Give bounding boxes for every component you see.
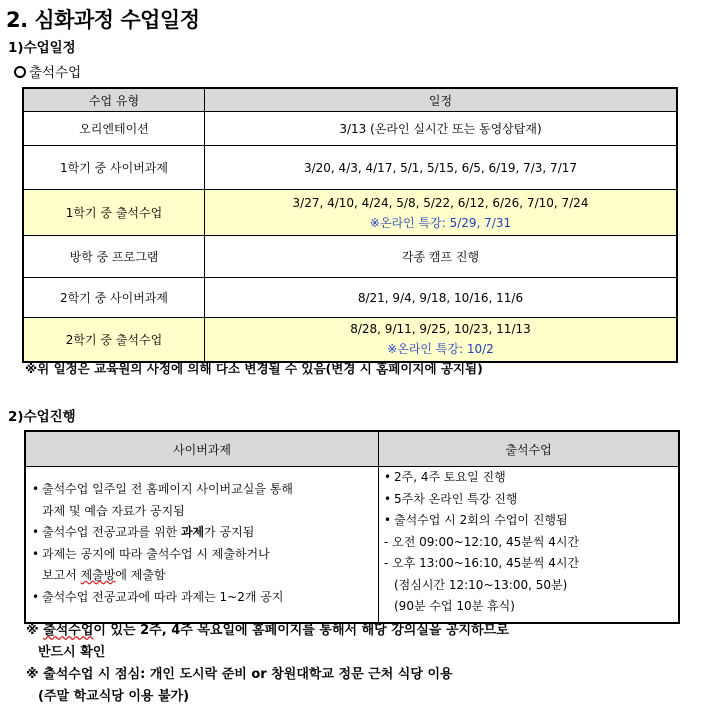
circle-outline-icon xyxy=(14,66,26,78)
list-item: • 2주, 4주 토요일 진행 xyxy=(384,470,506,484)
row-type: 2학기 중 사이버과제 xyxy=(23,278,205,318)
schedule-footnote: ※위 일정은 교육원의 사정에 의해 다소 변경될 수 있음(변경 시 홈페이지에 공지됨) xyxy=(25,361,483,376)
table-row xyxy=(23,278,677,318)
table-row xyxy=(23,146,677,190)
row-type: 오리엔테이션 xyxy=(23,112,205,146)
row-type: 방학 중 프로그램 xyxy=(23,236,205,278)
attend-list xyxy=(379,467,678,618)
note-lunch: ※ 출석수업 시 점심: 개인 도시락 준비 or 창원대학교 정문 근처 식당 이용 xyxy=(26,667,453,682)
cyber-cell xyxy=(25,467,379,623)
row-type: 1학기 중 출석수업 xyxy=(23,190,205,236)
row-schedule: 3/27, 4/10, 4/24, 5/8, 5/22, 6/12, 6/26, 7/10, 7/24 xyxy=(292,195,589,210)
list-item: 보고서 제출방에 제출함 xyxy=(42,568,166,582)
list-item: - 오후 13:00~16:10, 45분씩 4시간 xyxy=(384,556,580,570)
row-schedule-cell xyxy=(205,190,678,236)
note-classroom: ※ 출석수업이 있는 2주, 4주 목요일에 홈페이지를 통해서 해당 강의실을 공지하므로 xyxy=(26,623,509,638)
list-item: • 5주차 온라인 특강 진행 xyxy=(384,491,518,506)
row-schedule: 8/28, 9/11, 9/25, 10/23, 11/13 xyxy=(350,322,531,337)
list-item: - 오전 09:00~12:10, 45분씩 4시간 xyxy=(384,534,580,549)
section1-subheading-row xyxy=(14,61,81,81)
row-online-note: ※온라인 특강: 5/29, 7/31 xyxy=(369,215,512,230)
progress-header-cyber: 사이버과제 xyxy=(25,431,379,467)
table-row xyxy=(23,112,677,146)
table-row xyxy=(23,318,677,362)
list-item: • 출석수업 시 2회의 수업이 진행됨 xyxy=(384,513,568,527)
list-item: • 출석수업 일주일 전 홈페이지 사이버교실을 통해 xyxy=(32,482,293,496)
schedule-header-type: 수업 유형 xyxy=(23,88,205,112)
row-schedule: 각종 캠프 진행 xyxy=(205,236,678,278)
progress-body-row xyxy=(25,467,679,623)
section2-heading: 2)수업진행 xyxy=(8,409,76,425)
attend-cell xyxy=(379,467,680,623)
schedule-table xyxy=(22,87,678,363)
list-item: (90분 수업 10분 휴식) xyxy=(394,599,515,613)
progress-header-attend: 출석수업 xyxy=(379,431,680,467)
page-title: 2. 심화과정 수업일정 xyxy=(6,8,200,32)
list-item: 과제 및 예습 자료가 공지됨 xyxy=(42,503,185,518)
row-online-note: ※온라인 특강: 10/2 xyxy=(387,342,494,357)
list-item: (점심시간 12:10~13:00, 50분) xyxy=(394,577,568,592)
row-schedule: 8/21, 9/4, 9/18, 10/16, 11/6 xyxy=(205,278,678,318)
cyber-list xyxy=(26,467,378,608)
row-schedule: 3/20, 4/3, 4/17, 5/1, 5/15, 6/5, 6/19, 7/3, 7/17 xyxy=(205,146,678,190)
progress-notes xyxy=(26,620,509,708)
row-schedule: 3/13 (온라인 실시간 또는 동영상탑재) xyxy=(205,112,678,146)
list-item: • 과제는 공지에 따라 출석수업 시 제출하거나 xyxy=(32,546,270,561)
schedule-header-date: 일정 xyxy=(205,88,678,112)
row-schedule-cell xyxy=(205,318,678,362)
table-row xyxy=(23,190,677,236)
note-confirm: 반드시 확인 xyxy=(38,645,106,660)
progress-header-row xyxy=(25,431,679,467)
table-row xyxy=(23,236,677,278)
row-type: 1학기 중 사이버과제 xyxy=(23,146,205,190)
list-item: • 출석수업 전공교과에 따라 과제는 1~2개 공지 xyxy=(32,589,284,604)
row-type: 2학기 중 출석수업 xyxy=(23,318,205,362)
schedule-header-row xyxy=(23,88,677,112)
progress-table xyxy=(24,430,680,624)
section1-heading: 1)수업일정 xyxy=(8,40,76,56)
section1-subheading: 출석수업 xyxy=(29,65,82,81)
note-weekend: (주말 학교식당 이용 불가) xyxy=(38,689,190,704)
list-item: • 출석수업 전공교과를 위한 과제가 공지됨 xyxy=(32,525,255,539)
